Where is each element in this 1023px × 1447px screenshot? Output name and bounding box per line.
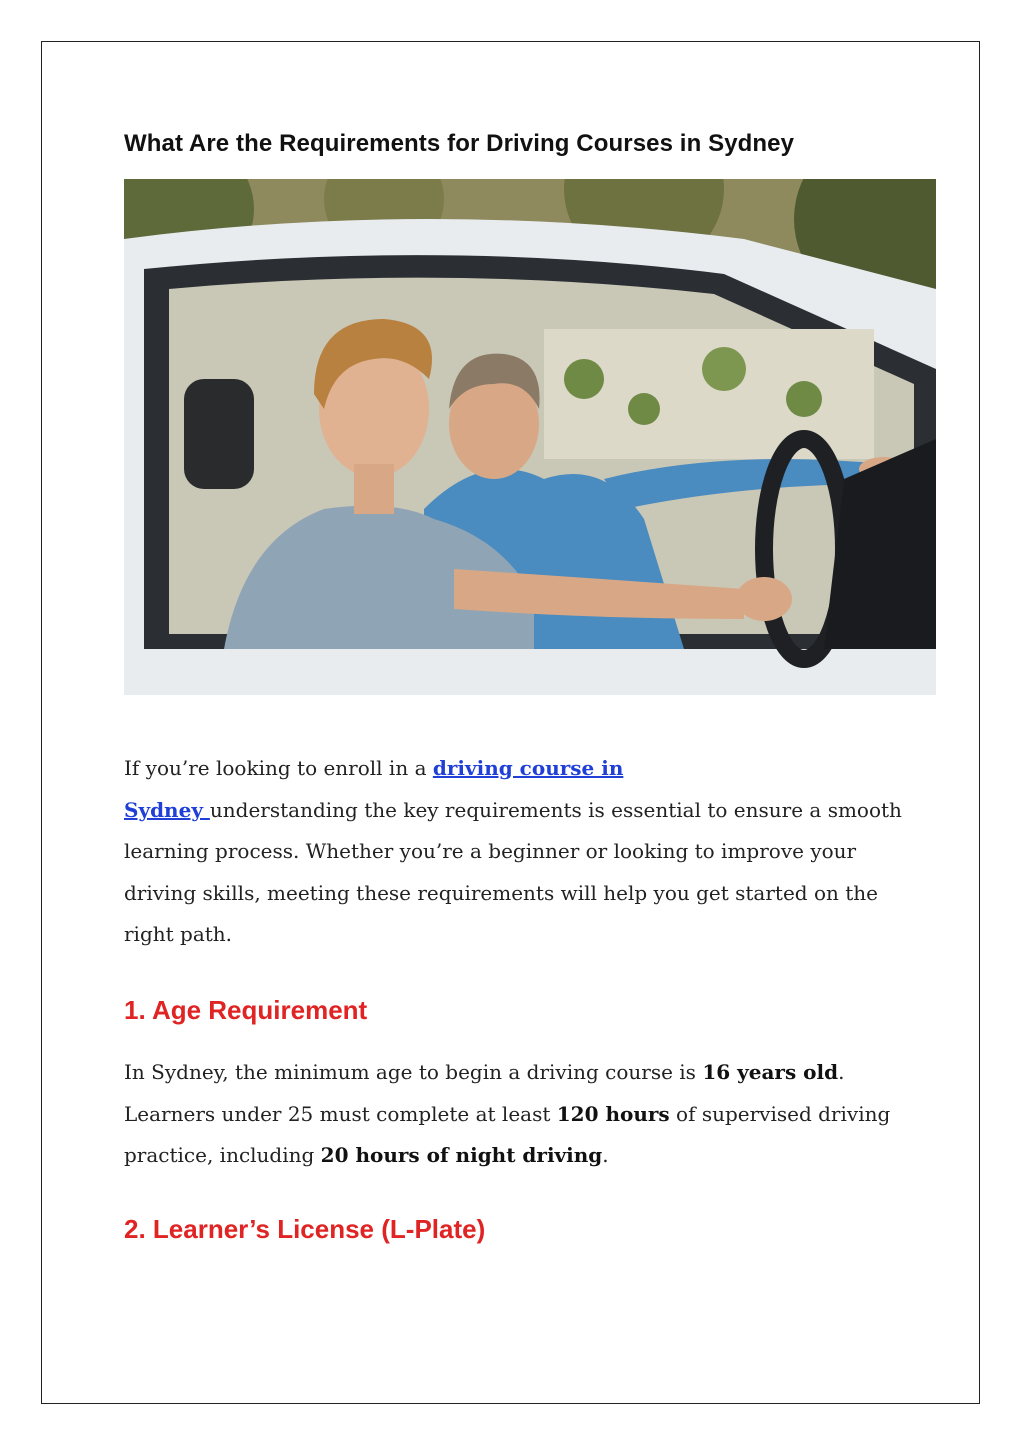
intro-text-after-link: understanding the key requirements is essential to ensure a smooth learning process. Whether you’re a beginner or looking to improve your driving skills, meeting these requirements will help you get started on the right path. [124,797,902,946]
age-bold-hours: 120 hours [556,1101,670,1126]
section-heading-age: 1. Age Requirement [124,995,368,1025]
age-bold-night-hours: 20 hours of night driving [320,1143,603,1167]
age-text-b: . Learners under 25 must complete at least [124,1060,845,1126]
page-title: What Are the Requirements for Driving Courses in Sydney [124,130,795,157]
car-photo-illustration [124,179,936,695]
age-text-d: . [602,1143,609,1167]
age-text-a: In Sydney, the minimum age to begin a driving course is [124,1060,703,1084]
intro-text-before-link: If you’re looking to enroll in a [124,756,433,780]
driving-course-link-line1: driving course in [432,756,624,780]
driving-course-link-line2: Sydney [124,797,210,822]
document-page [41,41,980,1404]
intro-paragraph [124,748,914,956]
section-heading-learners-license: 2. Learner’s License (L-Plate) [124,1214,486,1244]
age-text-c: of supervised driving practice, including [124,1101,891,1167]
age-bold-min-age: 16 years old [702,1060,839,1084]
age-paragraph [124,1052,914,1177]
hero-photo [124,179,936,695]
